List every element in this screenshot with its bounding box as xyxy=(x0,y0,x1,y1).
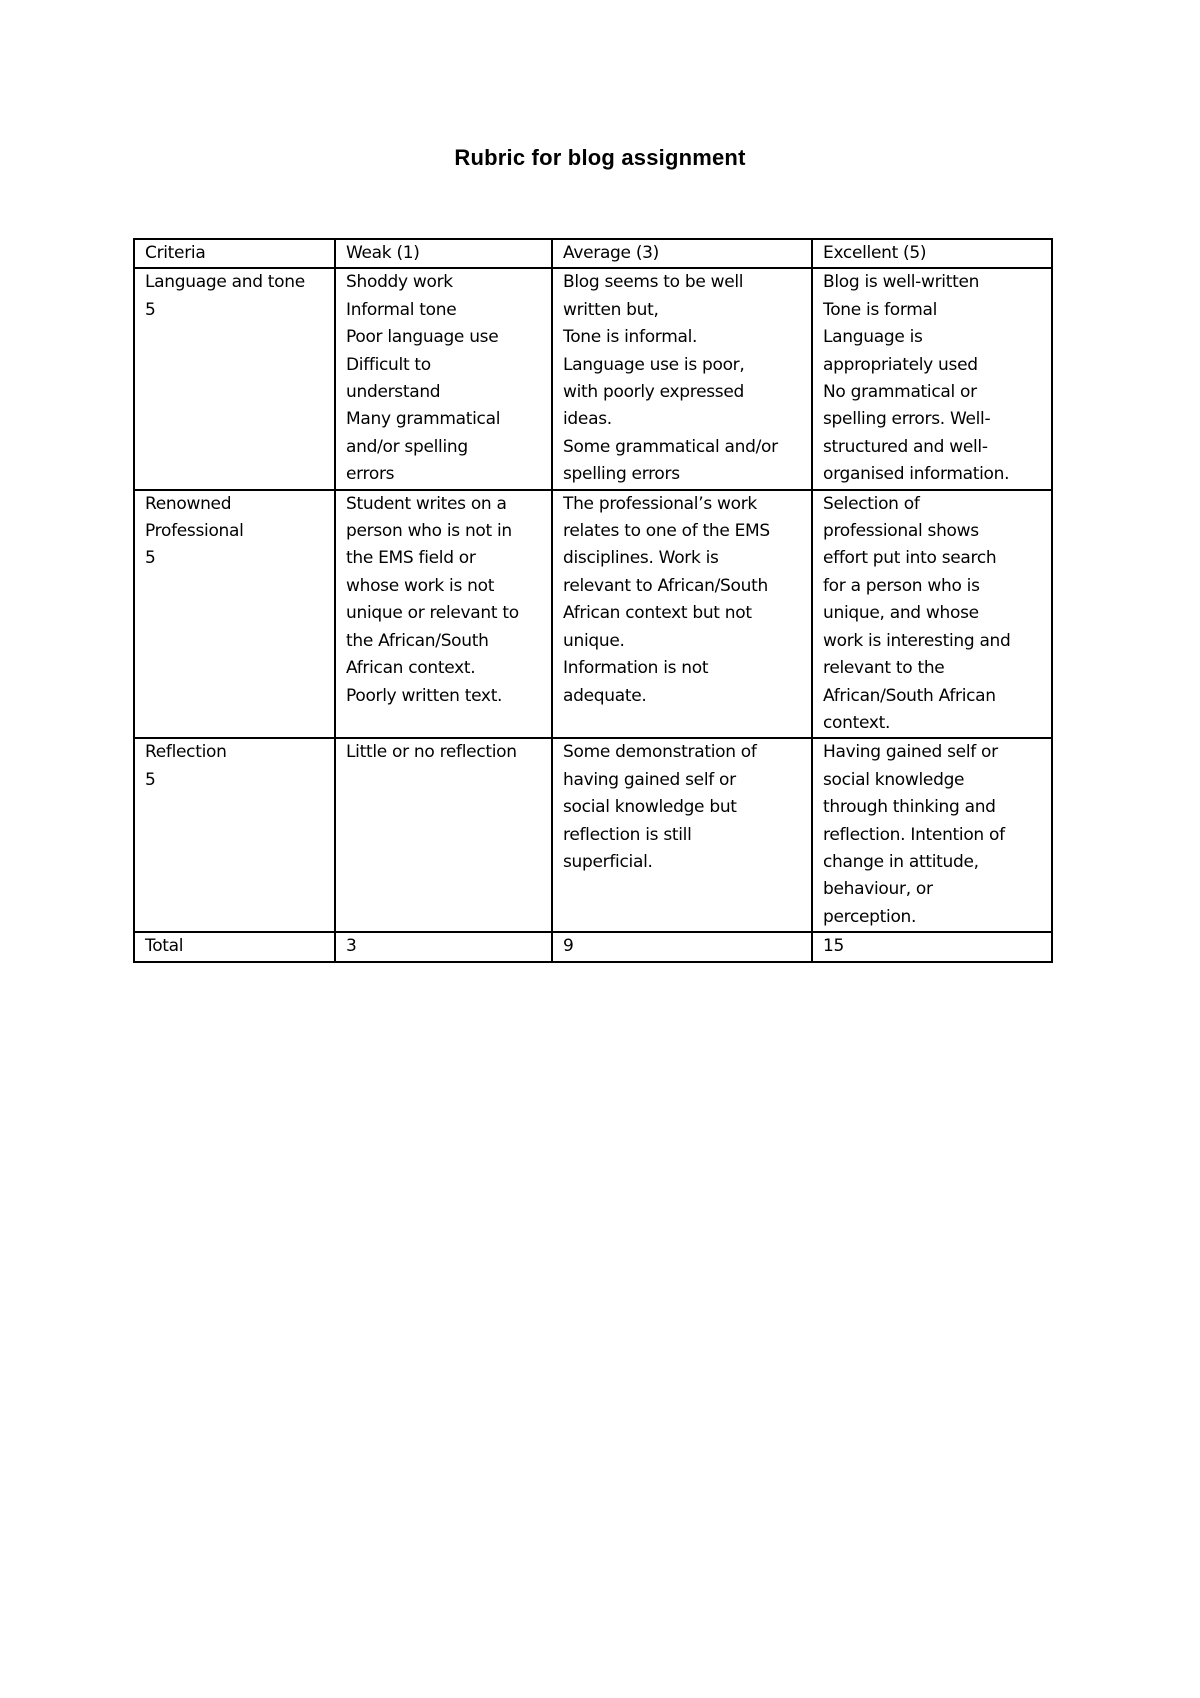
cell-line: for a person who is xyxy=(823,575,980,596)
average-cell xyxy=(552,738,812,932)
cell-line: reflection. Intention of xyxy=(823,824,1005,845)
cell-line: organised information. xyxy=(823,464,1010,485)
cell-line: Many grammatical xyxy=(346,409,501,430)
cell-line: and/or spelling xyxy=(346,436,468,457)
cell-line: with poorly expressed xyxy=(563,382,744,403)
cell-line: social knowledge but xyxy=(563,797,737,818)
header-criteria: Criteria xyxy=(134,239,335,268)
cell-line: Information is not xyxy=(563,658,709,679)
cell-line: structured and well- xyxy=(823,436,988,457)
cell-line: understand xyxy=(346,382,441,403)
cell-line: context. xyxy=(823,712,891,733)
excellent-cell xyxy=(812,738,1052,932)
cell-line: African context but not xyxy=(563,603,752,624)
cell-line: effort put into search xyxy=(823,548,997,569)
criteria-label: Language and tone xyxy=(145,272,305,293)
cell-line: African context. xyxy=(346,658,476,679)
cell-line: spelling errors xyxy=(563,464,680,485)
cell-line: ideas. xyxy=(563,409,612,430)
average-cell xyxy=(552,268,812,489)
table-header-row xyxy=(134,239,1052,268)
cell-line: professional shows xyxy=(823,521,979,542)
header-average: Average (3) xyxy=(552,239,812,268)
criteria-score: 5 xyxy=(145,769,156,790)
criteria-cell xyxy=(134,490,335,739)
criteria-label: Professional xyxy=(145,521,244,542)
cell-line: Little or no reflection xyxy=(346,742,517,763)
rubric-table xyxy=(133,238,1053,963)
weak-cell xyxy=(335,490,552,739)
criteria-cell xyxy=(134,268,335,489)
cell-line: African/South African xyxy=(823,685,996,706)
cell-line: Tone is formal xyxy=(823,299,938,320)
cell-line: change in attitude, xyxy=(823,851,979,872)
cell-line: relates to one of the EMS xyxy=(563,521,770,542)
cell-line: relevant to African/South xyxy=(563,575,768,596)
cell-line: No grammatical or xyxy=(823,382,977,403)
cell-line: Blog seems to be well xyxy=(563,272,744,293)
cell-line: whose work is not xyxy=(346,575,495,596)
header-excellent: Excellent (5) xyxy=(812,239,1052,268)
cell-line: behaviour, or xyxy=(823,879,933,900)
criteria-label: Reflection xyxy=(145,742,227,763)
total-average: 9 xyxy=(552,932,812,961)
cell-line: perception. xyxy=(823,906,917,927)
cell-line: written but, xyxy=(563,299,659,320)
cell-line: errors xyxy=(346,464,395,485)
cell-line: through thinking and xyxy=(823,797,996,818)
cell-line: relevant to the xyxy=(823,658,945,679)
excellent-cell xyxy=(812,268,1052,489)
cell-line: social knowledge xyxy=(823,769,965,790)
cell-line: person who is not in xyxy=(346,521,512,542)
cell-line: Language is xyxy=(823,327,923,348)
cell-line: adequate. xyxy=(563,685,647,706)
total-excellent: 15 xyxy=(812,932,1052,961)
excellent-cell xyxy=(812,490,1052,739)
weak-cell xyxy=(335,738,552,932)
cell-line: Poor language use xyxy=(346,327,499,348)
cell-line: Informal tone xyxy=(346,299,457,320)
weak-cell xyxy=(335,268,552,489)
total-row xyxy=(134,932,1052,961)
cell-line: reflection is still xyxy=(563,824,692,845)
cell-line: superficial. xyxy=(563,851,653,872)
table-row xyxy=(134,738,1052,932)
cell-line: work is interesting and xyxy=(823,630,1011,651)
criteria-score: 5 xyxy=(145,299,156,320)
criteria-cell xyxy=(134,738,335,932)
cell-line: Some demonstration of xyxy=(563,742,757,763)
cell-line: Language use is poor, xyxy=(563,354,745,375)
cell-line: Difficult to xyxy=(346,354,431,375)
cell-line: Student writes on a xyxy=(346,493,507,514)
cell-line: appropriately used xyxy=(823,354,978,375)
average-cell xyxy=(552,490,812,739)
cell-line: unique. xyxy=(563,630,625,651)
cell-line: having gained self or xyxy=(563,769,736,790)
cell-line: disciplines. Work is xyxy=(563,548,719,569)
cell-line: the African/South xyxy=(346,630,489,651)
criteria-score: 5 xyxy=(145,548,156,569)
cell-line: Shoddy work xyxy=(346,272,453,293)
document-title: Rubric for blog assignment xyxy=(454,145,746,170)
cell-line: the EMS field or xyxy=(346,548,476,569)
cell-line: spelling errors. Well- xyxy=(823,409,991,430)
header-weak: Weak (1) xyxy=(335,239,552,268)
total-weak: 3 xyxy=(335,932,552,961)
criteria-label: Renowned xyxy=(145,493,232,514)
cell-line: The professional’s work xyxy=(563,493,757,514)
cell-line: Tone is informal. xyxy=(563,327,698,348)
cell-line: Having gained self or xyxy=(823,742,998,763)
cell-line: unique or relevant to xyxy=(346,603,519,624)
cell-line: Some grammatical and/or xyxy=(563,436,778,457)
total-label: Total xyxy=(134,932,335,961)
cell-line: Selection of xyxy=(823,493,920,514)
cell-line: Blog is well-written xyxy=(823,272,980,293)
table-row xyxy=(134,268,1052,489)
cell-line: Poorly written text. xyxy=(346,685,503,706)
cell-line: unique, and whose xyxy=(823,603,979,624)
table-row xyxy=(134,490,1052,739)
